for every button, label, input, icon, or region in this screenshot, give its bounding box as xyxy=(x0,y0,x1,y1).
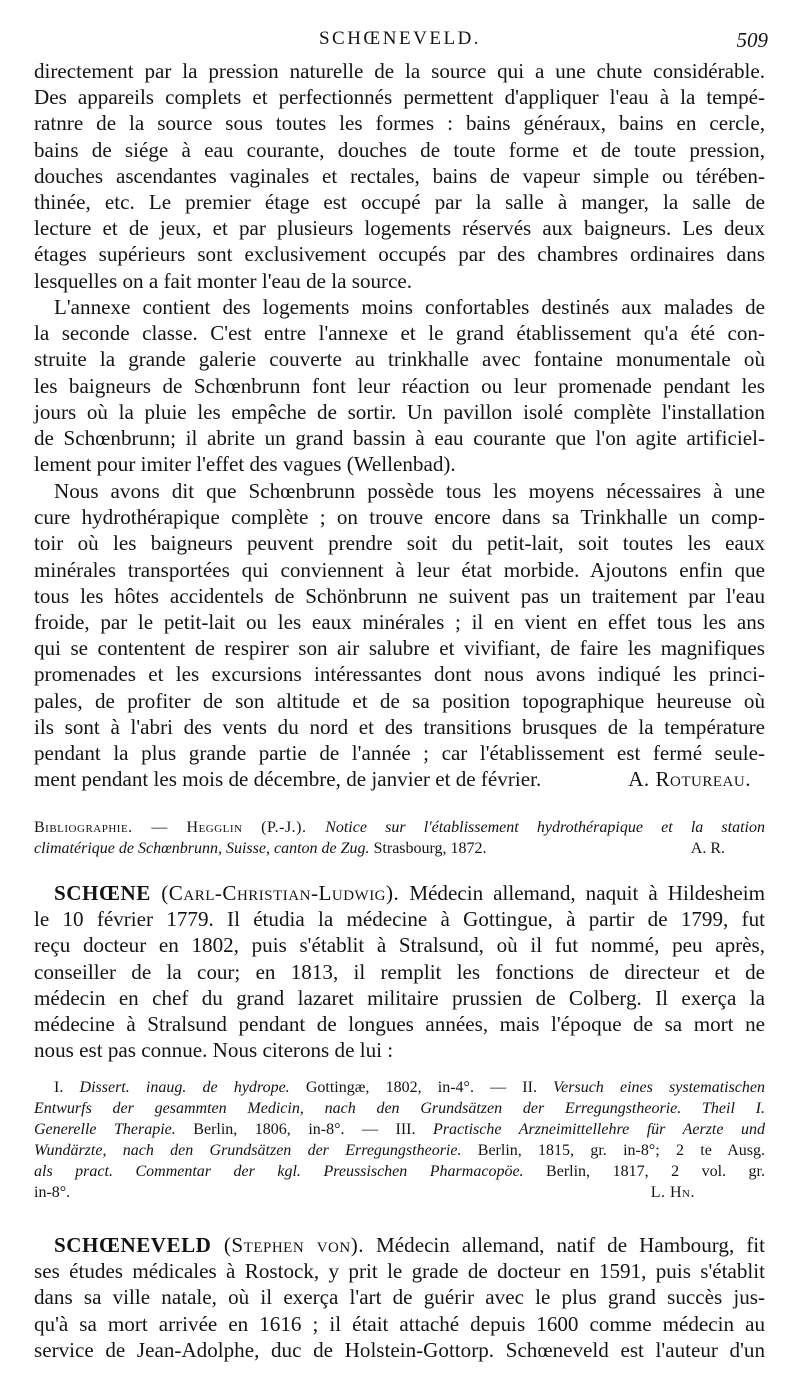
text-line: de Schœnbrunn; il abrite un grand bassin à eau courante que l'on agite artificiel- xyxy=(34,426,765,451)
text-line: reçu docteur en 1802, puis s'établit à Stralsund, où il fut nommé, peu après, xyxy=(34,933,765,958)
text-line: nous est pas connue. Nous citerons de lui : xyxy=(34,1038,394,1063)
text-line: froide, par le petit-lait ou les eaux minérales ; il en vient en effet tous les ans xyxy=(34,610,765,635)
text-line: directement par la pression naturelle de la source qui a une chute considérable. xyxy=(34,59,765,83)
text-line: toir où les baigneurs peuvent prendre soit du petit-lait, soit toutes les eaux xyxy=(34,531,765,556)
entry-schoeneveld xyxy=(34,1232,765,1363)
entry-given-names: (Carl-Christian-Ludwig). xyxy=(150,881,400,905)
entry-headword: SCHŒNEVELD xyxy=(54,1233,212,1257)
bib-line xyxy=(34,1161,765,1182)
bibliography-schoenbrunn xyxy=(34,817,765,859)
bib-title: als pract. Commentar der kgl. Preussischen Pharmacopöe. xyxy=(34,1163,524,1180)
text-line: struite la grande galerie couverte au trinkhalle avec fontaine monumentale où xyxy=(34,347,765,372)
paragraph-cure xyxy=(34,478,765,792)
text-line: cure hydrothérapique complète ; on trouve encore dans sa Trinkhalle un comp- xyxy=(34,505,765,530)
bib-line: Entwurfs der gesammten Medicin, nach den Grundsätzen der Erregungstheorie. Theil I. xyxy=(34,1100,765,1117)
bibliography-label: Bibliographie. xyxy=(34,819,133,836)
bib-imprint: Berlin, 1817, 2 vol. gr. xyxy=(523,1163,765,1180)
text-line xyxy=(34,766,765,792)
text-line: L'annexe contient des logements moins confortables destinés aux malades de xyxy=(54,295,765,319)
bib-line xyxy=(34,1077,765,1098)
text-fragment: Médecin allemand, naquit à Hildesheim xyxy=(399,881,765,905)
bib-line xyxy=(34,838,765,859)
text-line: le 10 février 1779. Il étudia la médecine à Gottingue, à partir de 1799, fut xyxy=(34,907,765,932)
entry-given-names: (Stephen von). xyxy=(211,1233,364,1257)
bib-title: Wundärzte, nach den Grundsätzen der Erregungstheorie. xyxy=(34,1142,462,1159)
text-line: tous les hôtes accidentels de Schönbrunn ne suivent pas un traitement par l'eau xyxy=(34,583,765,608)
bib-imprint: in-8°. xyxy=(34,1184,71,1201)
text-line: les baigneurs de Schœnbrunn font leur réaction ou leur promenade pendant les xyxy=(34,373,765,398)
text-line: la seconde classe. C'est entre l'annexe et le grand établissement qu'a été con- xyxy=(34,321,765,346)
text-line xyxy=(34,1232,765,1258)
bib-title: Versuch eines systematischen xyxy=(553,1079,766,1096)
text-line: service de Jean-Adolphe, duc de Holstein-Gottorp. Schœneveld est l'auteur d'un xyxy=(34,1337,765,1362)
bib-title: climatérique de Schœnbrunn, Suisse, canton de Zug. xyxy=(34,840,370,857)
text-line xyxy=(34,880,765,906)
entry-headword: SCHŒNE xyxy=(54,881,151,905)
bib-title: Generelle Therapie. xyxy=(34,1121,176,1138)
bib-line xyxy=(34,1140,765,1161)
text-line: minérales transportées qui conviennent à leur état morbide. Ajoutons enfin que xyxy=(34,557,765,582)
bib-number: I. xyxy=(54,1079,80,1096)
paragraph-continuation xyxy=(34,58,765,294)
text-line: étages supérieurs sont exclusivement occupés par des chambres ordinaires dans xyxy=(34,242,765,267)
bibliography-schoene xyxy=(34,1077,765,1203)
bib-title: Dissert. inaug. de hydrope. xyxy=(79,1079,290,1096)
text-line: pendant la plus grande partie de l'année ; car l'établissement est fermé seule- xyxy=(34,741,765,766)
bib-line xyxy=(34,817,765,838)
text-line: lecture et de jeux, et par plusieurs logements réservés aux baigneurs. Les deux xyxy=(34,216,765,241)
text-line: douches ascendantes vaginales et rectales, bains de vapeur simple ou térében- xyxy=(34,163,765,188)
text-line: qui se contentent de respirer son air salubre et vivifiant, de faire les magnifiques xyxy=(34,636,765,661)
text-line: qu'à sa mort arrivée en 1616 ; il était attaché depuis 1600 comme médecin au xyxy=(34,1311,765,1336)
paragraph-annexe xyxy=(34,294,765,477)
bib-imprint: Strasbourg, 1872. xyxy=(369,840,487,857)
text-line: médecine à Stralsund pendant de longues années, mais l'époque de sa mort ne xyxy=(34,1012,765,1037)
bib-title: Practische Arzneimittellehre für Aerzte und xyxy=(433,1121,765,1138)
bib-imprint: Berlin, 1806, in-8°. — III. xyxy=(175,1121,434,1138)
running-head: SCHŒNEVELD. xyxy=(318,28,482,49)
text-fragment: Médecin allemand, natif de Hambourg, fit xyxy=(364,1233,766,1257)
bib-author: — Hegglin (P.-J.). xyxy=(132,819,326,836)
text-line: conseiller de la cour; en 1813, il remplit les fonctions de directeur et de xyxy=(34,959,765,984)
text-line: dans sa ville natale, où il exerça l'art de guérir avec le plus grand succès jus- xyxy=(34,1285,765,1310)
text-line: ils sont à l'abri des vents du nord et des transitions brusques de la température xyxy=(34,714,765,739)
bib-title: Notice sur l'établissement hydrothérapique et la station xyxy=(325,819,765,836)
text-line: médecin en chef du grand lazaret militaire prussien de Colberg. Il exerça la xyxy=(34,985,765,1010)
text-line: thinée, etc. Le premier étage est occupé par la salle à manger, la salle de xyxy=(34,190,765,215)
text-line: Des appareils complets et perfectionnés permettent d'appliquer l'eau à la tempé- xyxy=(34,85,765,110)
text-line: Nous avons dit que Schœnbrunn possède tous les moyens nécessaires à une xyxy=(54,479,765,503)
text-fragment: ment pendant les mois de décembre, de janvier et de février. xyxy=(34,767,542,792)
page-header xyxy=(0,20,800,60)
text-line: pales, de profiter de son altitude et de sa position topographique heureuse où xyxy=(34,688,765,713)
bib-imprint: Berlin, 1815, gr. in-8°; 2 te Ausg. xyxy=(461,1142,765,1159)
bib-line xyxy=(34,1119,765,1140)
text-line: ses études médicales à Rostock, y prit le grade de docteur en 1591, puis s'établit xyxy=(34,1259,765,1284)
bib-imprint: Gottingæ, 1802, in-4°. — II. xyxy=(289,1079,554,1096)
text-line: ratnre de la source sous toutes les formes : bains généraux, bains en cercle, xyxy=(34,111,765,136)
text-line: promenades et les excursions intéressantes dont nous avons indiqué les princi- xyxy=(34,662,765,687)
text-line: bains de siége à eau courante, douches de toute forme et de toute pression, xyxy=(34,137,765,162)
text-line: lesquelles on a fait monter l'eau de la source. xyxy=(34,268,413,293)
entry-schoene xyxy=(34,880,765,1063)
author-signature: L. Hn. xyxy=(650,1184,695,1201)
text-line: lement pour imiter l'effet des vagues (Wellenbad). xyxy=(34,452,456,477)
bib-line xyxy=(34,1182,765,1203)
page-number: 509 xyxy=(736,28,768,52)
author-signature: A. R. xyxy=(690,840,725,857)
text-line: jours où la pluie les empêche de sortir. Un pavillon isolé complète l'installation xyxy=(34,399,765,424)
author-signature: A. Rotureau. xyxy=(628,767,751,792)
